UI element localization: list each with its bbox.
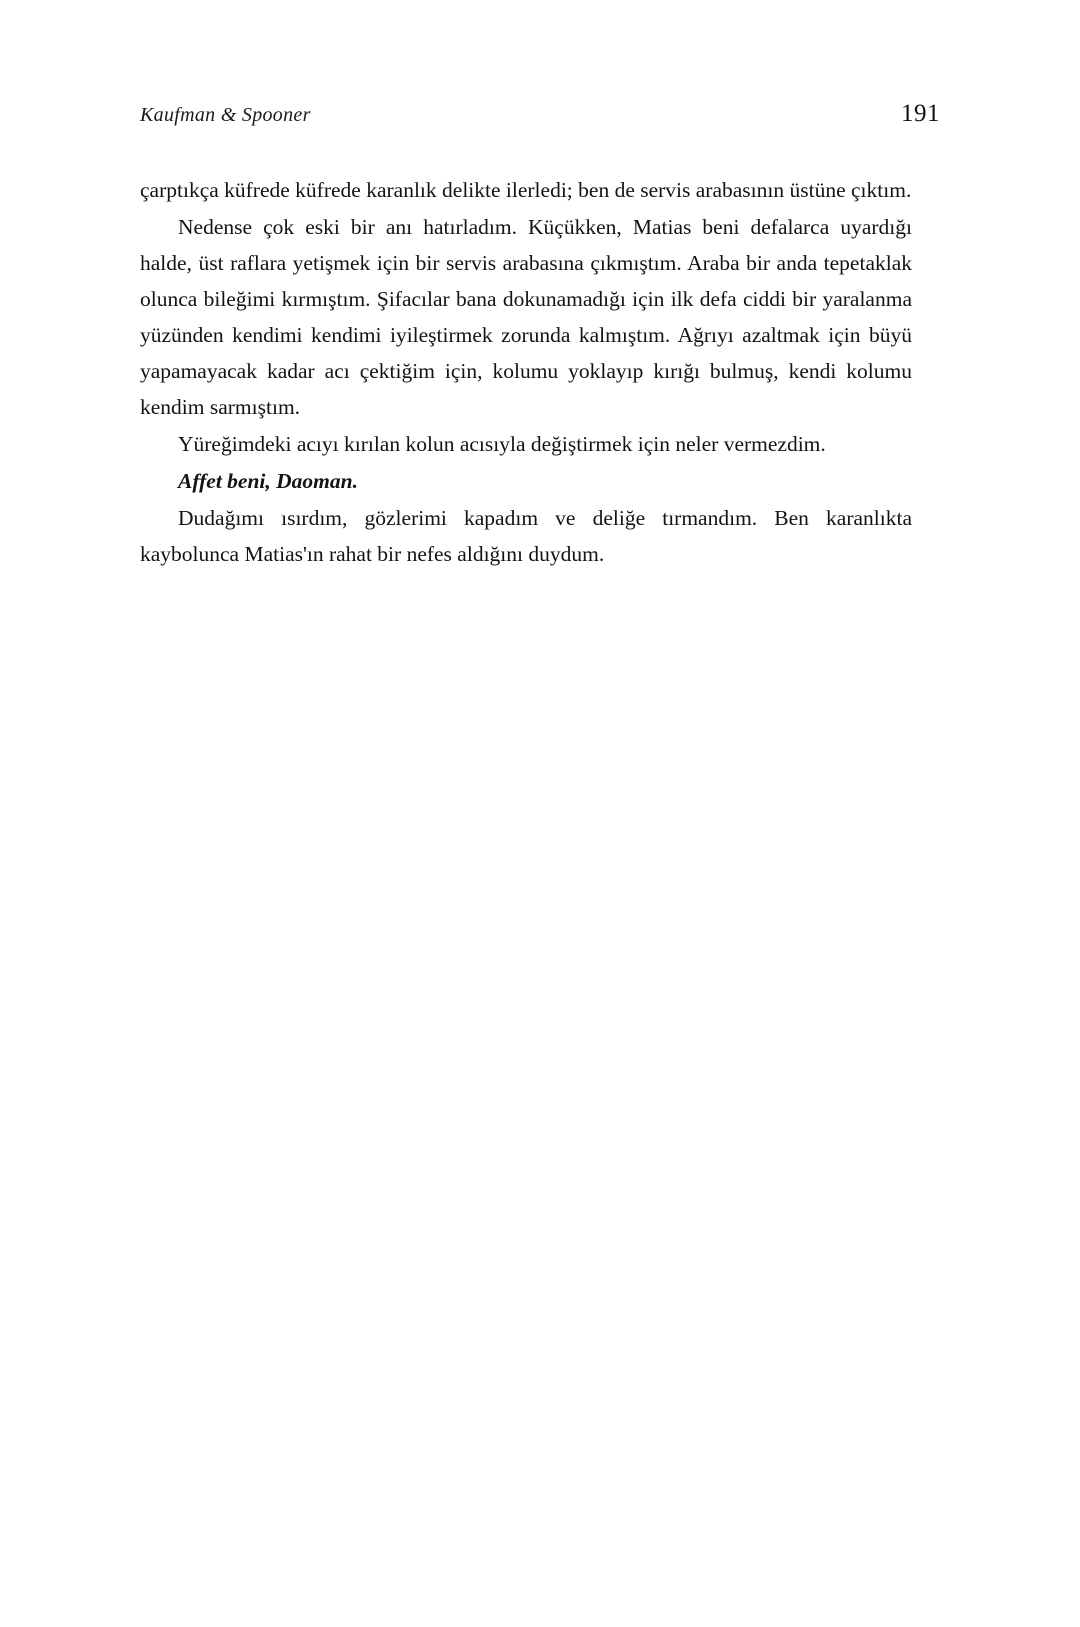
- running-head: [140, 100, 940, 128]
- paragraph: Yüreğimdeki acıyı kırılan kolun acısıyla değiştirmek için neler vermezdim.: [178, 432, 826, 456]
- body-text: [140, 172, 912, 573]
- paragraph: Nedense çok eski bir anı hatırladım. Küçükken, Matias beni defalarca uyardığı halde, üst raflara yetişmek için bir servis arabasına çıkmıştım. Araba bir anda tepetaklak olunca bileğimi kırmıştım. Şifacılar bana dokunamadığı için ilk defa ciddi bir yaralanma yüzünden kendimi kendimi iyileştirmek zorunda kalmıştım. Ağrıyı azaltmak için büyü yapamayacak kadar acı çektiğim için, kolumu yoklayıp kırığı bulmuş, kendi kolumu kendim sarmıştım.: [140, 215, 912, 419]
- paragraph-continuation: çarptıkça küfrede küfrede karanlık delikte ilerledi; ben de servis arabasının üstüne çıktım.: [140, 178, 912, 202]
- page-number: 191: [901, 100, 940, 127]
- paragraph: Dudağımı ısırdım, gözlerimi kapadım ve deliğe tırmandım. Ben karanlıkta kaybolunca Matias'ın rahat bir nefes aldığını duydum.: [140, 506, 912, 566]
- paragraph-emphasis: Affet beni, Daoman.: [178, 469, 358, 493]
- running-head-title: Kaufman & Spooner: [140, 104, 311, 126]
